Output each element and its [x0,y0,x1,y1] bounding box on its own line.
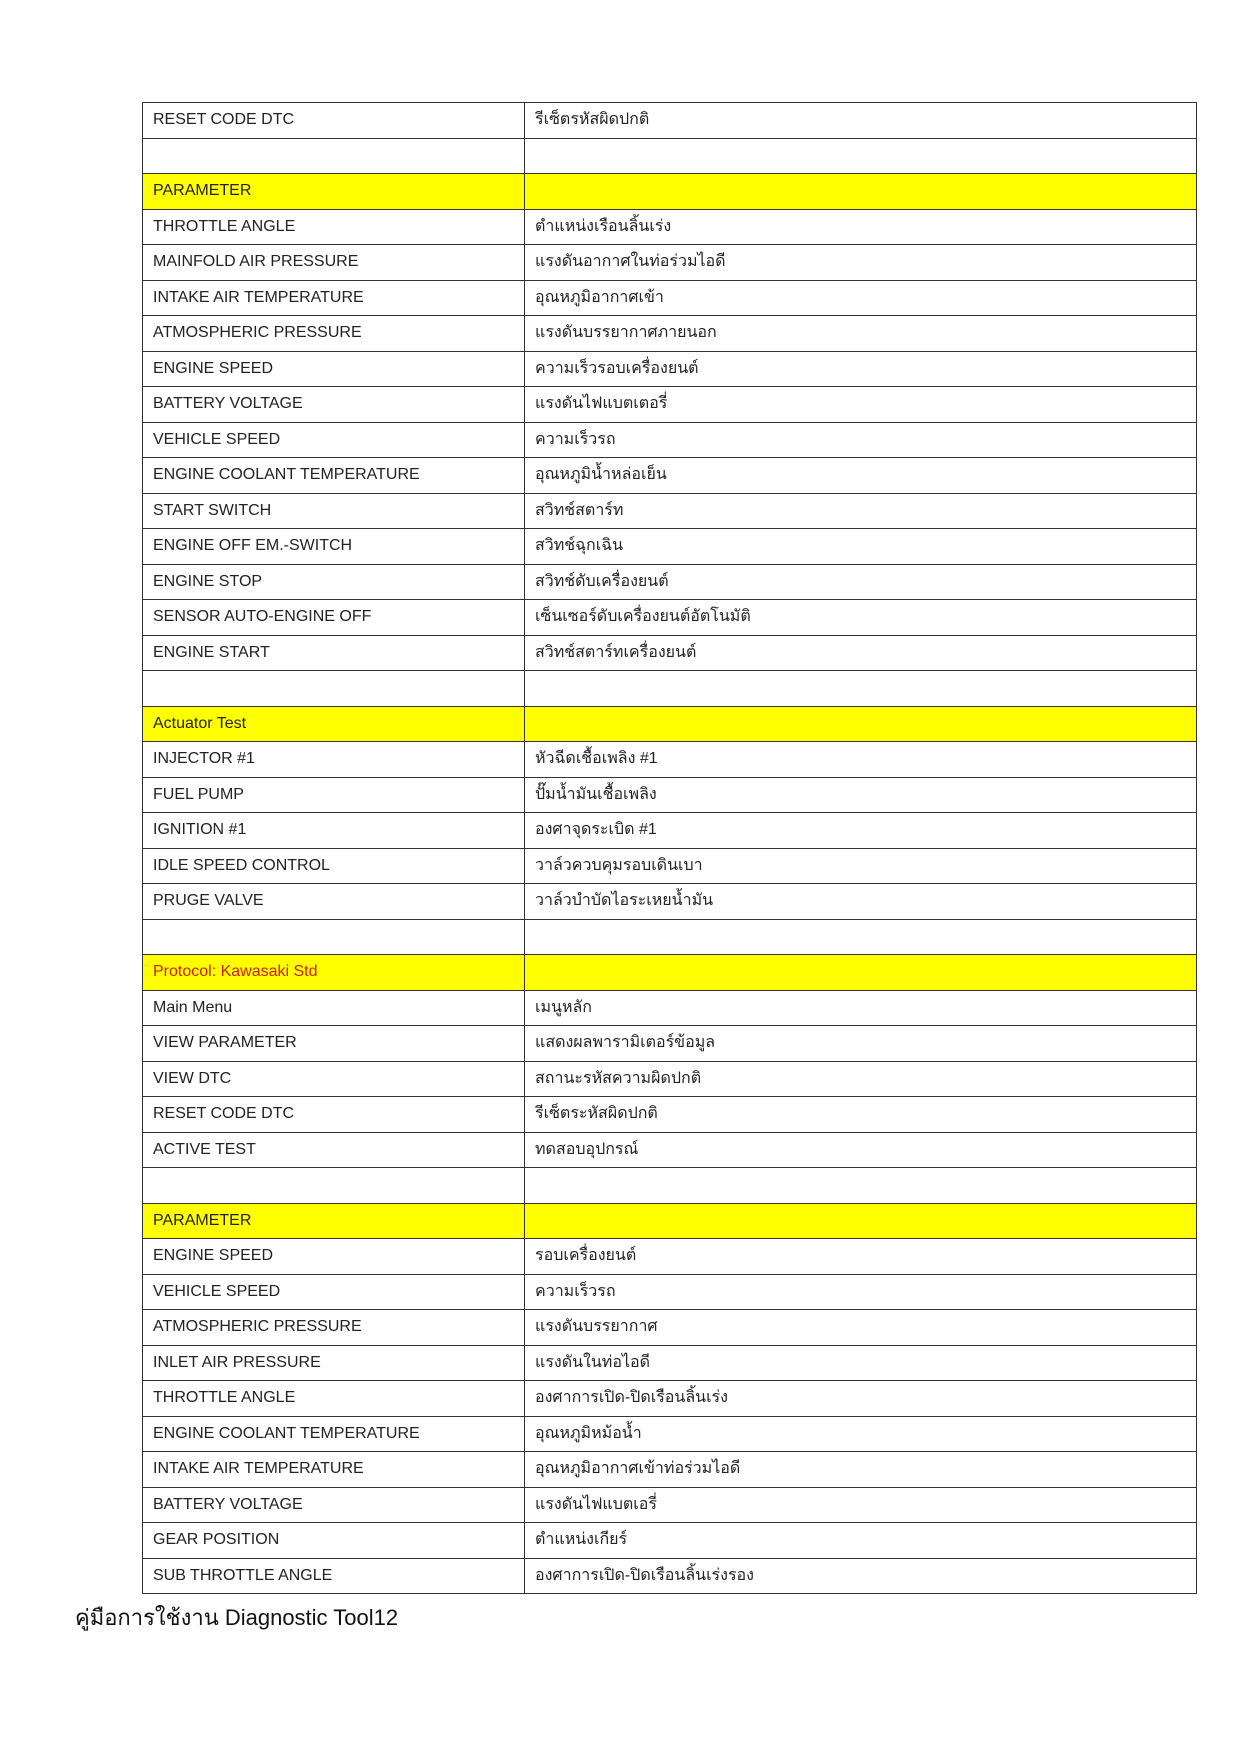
english-term-cell: IDLE SPEED CONTROL [143,848,525,884]
table-row [143,1381,1197,1417]
english-term-cell: VIEW PARAMETER [143,1026,525,1062]
thai-term-cell: หัวฉีดเชื้อเพลิง #1 [525,742,1197,778]
english-term-cell: ENGINE OFF EM.-SWITCH [143,529,525,565]
thai-term-cell: รอบเครื่องยนต์ [525,1239,1197,1275]
english-term-cell: INTAKE AIR TEMPERATURE [143,1452,525,1488]
thai-term-cell: องศาการเปิด-ปิดเรือนลิ้นเร่ง [525,1381,1197,1417]
thai-term-cell: ตำแหน่งเกียร์ [525,1523,1197,1559]
table-row [143,1345,1197,1381]
table-row [143,1097,1197,1133]
thai-term-cell [525,706,1197,742]
thai-term-cell [525,1168,1197,1204]
english-term-cell [143,919,525,955]
page-footer: คู่มือการใช้งาน Diagnostic Tool12 [75,1605,399,1630]
english-term-cell: MAINFOLD AIR PRESSURE [143,245,525,281]
thai-term-cell: ตำแหน่งเรือนลิ้นเร่ง [525,209,1197,245]
thai-term-cell: อุณหภูมิอากาศเข้าท่อร่วมไอดี [525,1452,1197,1488]
table-row [143,103,1197,139]
table-row [143,1132,1197,1168]
english-term-cell: RESET CODE DTC [143,1097,525,1133]
thai-term-cell: แรงดันบรรยากาศ [525,1310,1197,1346]
thai-term-cell: สวิทช์สตาร์ทเครื่องยนต์ [525,635,1197,671]
blank-row [143,919,1197,955]
table-row [143,1026,1197,1062]
english-term-cell [143,138,525,174]
english-term-cell: SENSOR AUTO-ENGINE OFF [143,600,525,636]
thai-term-cell: รีเซ็ตรหัสผิดปกติ [525,103,1197,139]
table-row [143,813,1197,849]
english-term-cell: SUB THROTTLE ANGLE [143,1558,525,1594]
thai-term-cell: แสดงผลพารามิเตอร์ข้อมูล [525,1026,1197,1062]
blank-row [143,671,1197,707]
table-row [143,1523,1197,1559]
english-term-cell: ENGINE SPEED [143,1239,525,1275]
blank-row [143,138,1197,174]
thai-term-cell: รีเซ็ตระหัสผิดปกติ [525,1097,1197,1133]
table-row [143,1558,1197,1594]
english-term-cell: BATTERY VOLTAGE [143,387,525,423]
english-term-cell: Protocol: Kawasaki Std [143,955,525,991]
english-term-cell: ENGINE START [143,635,525,671]
table-row [143,742,1197,778]
table-row [143,1310,1197,1346]
table-row [143,316,1197,352]
table-row [143,209,1197,245]
table-row [143,848,1197,884]
thai-term-cell: องศาจุดระเบิด #1 [525,813,1197,849]
thai-term-cell: แรงดันอากาศในท่อร่วมไอดี [525,245,1197,281]
english-term-cell: ENGINE COOLANT TEMPERATURE [143,458,525,494]
table-body [143,103,1197,1594]
table-row [143,635,1197,671]
table-row [143,884,1197,920]
table-row [143,493,1197,529]
table-row [143,990,1197,1026]
thai-term-cell [525,671,1197,707]
english-term-cell: VIEW DTC [143,1061,525,1097]
english-term-cell [143,1168,525,1204]
table-row [143,1061,1197,1097]
english-term-cell: ENGINE COOLANT TEMPERATURE [143,1416,525,1452]
thai-term-cell: ความเร็วรถ [525,1274,1197,1310]
blank-row [143,1168,1197,1204]
english-term-cell: ATMOSPHERIC PRESSURE [143,316,525,352]
table-row [143,777,1197,813]
english-term-cell: START SWITCH [143,493,525,529]
table-row [143,1487,1197,1523]
english-term-cell: INTAKE AIR TEMPERATURE [143,280,525,316]
english-term-cell: PRUGE VALVE [143,884,525,920]
table-row [143,529,1197,565]
english-term-cell: PARAMETER [143,1203,525,1239]
english-term-cell: VEHICLE SPEED [143,422,525,458]
thai-term-cell: สวิทช์ดับเครื่องยนต์ [525,564,1197,600]
english-term-cell [143,671,525,707]
english-term-cell: Actuator Test [143,706,525,742]
english-term-cell: THROTTLE ANGLE [143,1381,525,1417]
thai-term-cell: เมนูหลัก [525,990,1197,1026]
thai-term-cell: อุณหภูมิอากาศเข้า [525,280,1197,316]
english-term-cell: VEHICLE SPEED [143,1274,525,1310]
thai-term-cell: ปั๊มน้ำมันเชื้อเพลิง [525,777,1197,813]
table-row [143,1239,1197,1275]
english-term-cell: PARAMETER [143,174,525,210]
thai-term-cell [525,955,1197,991]
thai-term-cell: ความเร็วรอบเครื่องยนต์ [525,351,1197,387]
table-row [143,1274,1197,1310]
english-term-cell: GEAR POSITION [143,1523,525,1559]
section-header-row [143,706,1197,742]
thai-term-cell: อุณหภูมิน้ำหล่อเย็น [525,458,1197,494]
english-term-cell: INLET AIR PRESSURE [143,1345,525,1381]
table-row [143,458,1197,494]
thai-term-cell: องศาการเปิด-ปิดเรือนลิ้นเร่งรอง [525,1558,1197,1594]
section-header-row [143,174,1197,210]
english-term-cell: BATTERY VOLTAGE [143,1487,525,1523]
english-term-cell: FUEL PUMP [143,777,525,813]
table-row [143,351,1197,387]
thai-term-cell: สวิทช์ฉุกเฉิน [525,529,1197,565]
english-term-cell: INJECTOR #1 [143,742,525,778]
thai-term-cell: อุณหภูมิหม้อน้ำ [525,1416,1197,1452]
thai-term-cell: ทดสอบอุปกรณ์ [525,1132,1197,1168]
thai-term-cell: สถานะรหัสความผิดปกติ [525,1061,1197,1097]
thai-term-cell: ความเร็วรถ [525,422,1197,458]
thai-term-cell: แรงดันไฟแบตเตอรี่ [525,387,1197,423]
english-term-cell: Main Menu [143,990,525,1026]
table-row [143,387,1197,423]
english-term-cell: ENGINE STOP [143,564,525,600]
table-row [143,422,1197,458]
thai-term-cell [525,1203,1197,1239]
table-row [143,280,1197,316]
english-term-cell: THROTTLE ANGLE [143,209,525,245]
thai-term-cell: เซ็นเซอร์ดับเครื่องยนต์อัตโนมัติ [525,600,1197,636]
table-row [143,600,1197,636]
section-header-row [143,955,1197,991]
section-header-row [143,1203,1197,1239]
table-row [143,1416,1197,1452]
table-row [143,245,1197,281]
english-term-cell: ATMOSPHERIC PRESSURE [143,1310,525,1346]
thai-term-cell [525,174,1197,210]
thai-term-cell [525,138,1197,174]
parameter-table [142,102,1197,1594]
thai-term-cell: วาล์วควบคุมรอบเดินเบา [525,848,1197,884]
english-term-cell: RESET CODE DTC [143,103,525,139]
thai-term-cell: แรงดันไฟแบตเอรี่ [525,1487,1197,1523]
english-term-cell: ENGINE SPEED [143,351,525,387]
thai-term-cell: วาล์วบำบัดไอระเหยน้ำมัน [525,884,1197,920]
table-row [143,1452,1197,1488]
english-term-cell: ACTIVE TEST [143,1132,525,1168]
thai-term-cell: แรงดันในท่อไอดี [525,1345,1197,1381]
table-row [143,564,1197,600]
english-term-cell: IGNITION #1 [143,813,525,849]
thai-term-cell: สวิทช์สตาร์ท [525,493,1197,529]
thai-term-cell: แรงดันบรรยากาศภายนอก [525,316,1197,352]
thai-term-cell [525,919,1197,955]
